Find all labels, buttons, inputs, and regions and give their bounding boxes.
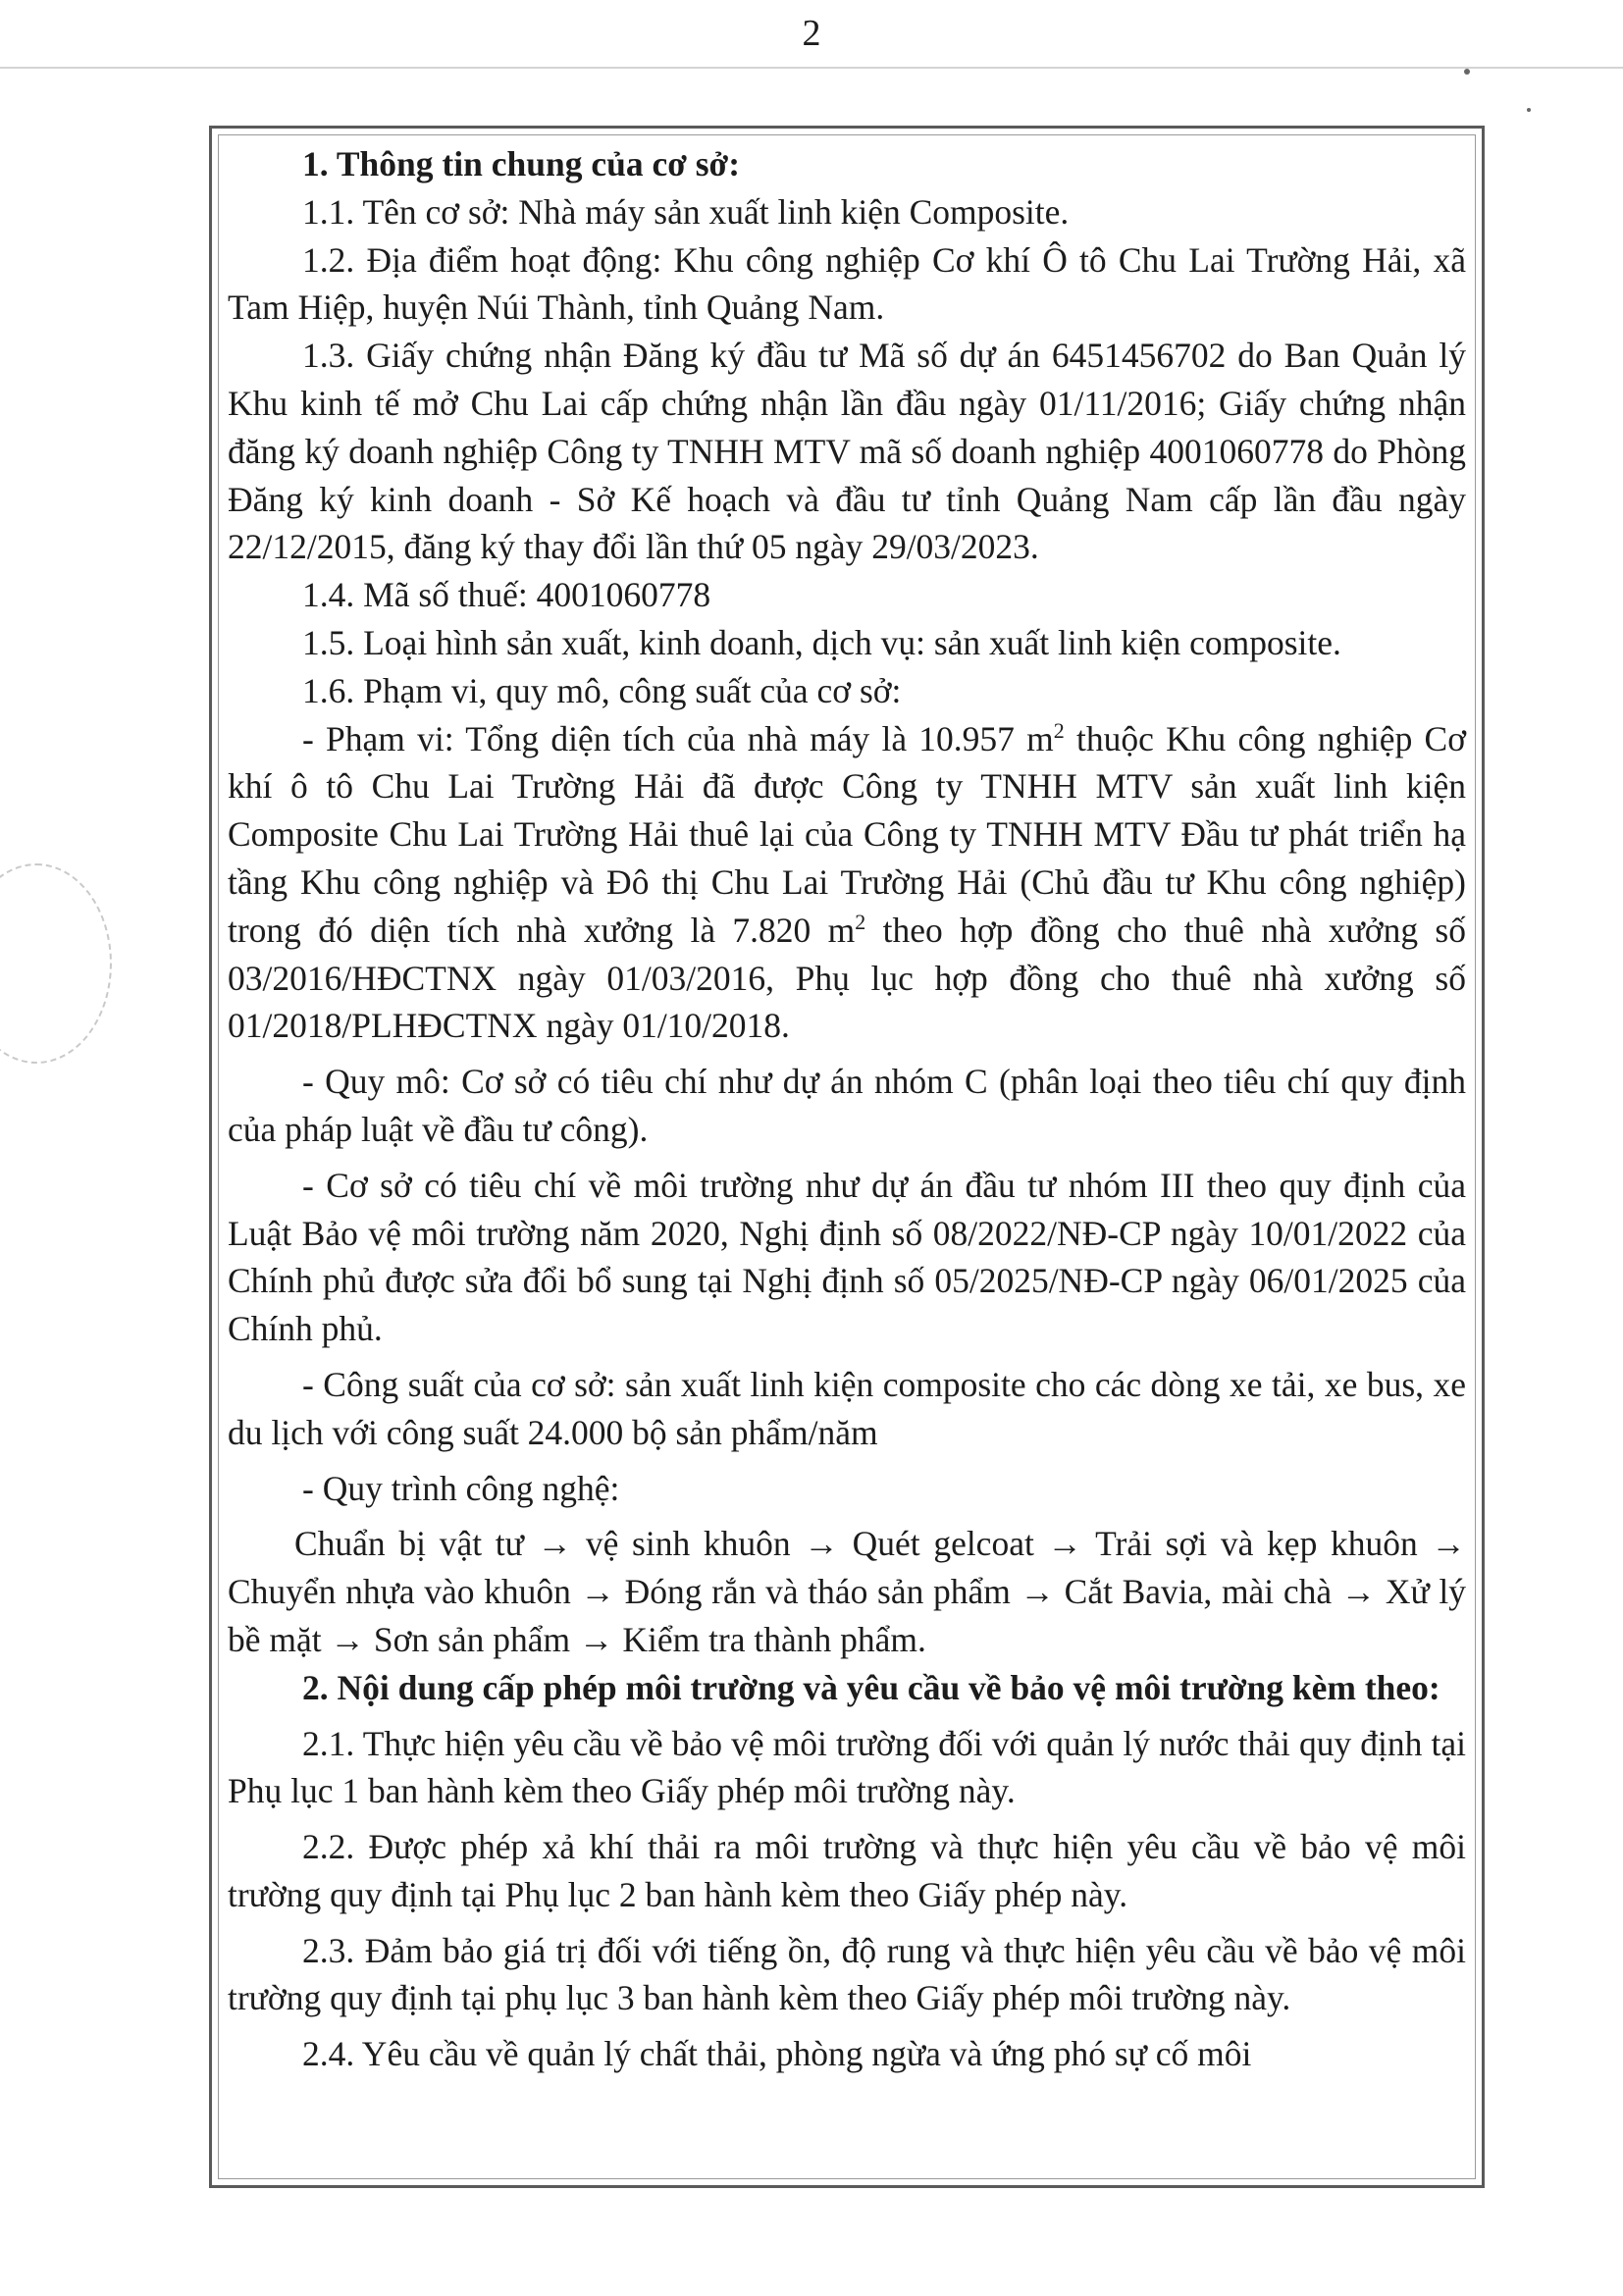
header-divider [0,67,1623,69]
superscript-2: 2 [855,909,866,934]
waste-management-requirement: 2.4. Yêu cầu về quản lý chất thải, phòng ngừa và ứng phó sự cố môi [302,2034,1252,2074]
investment-certificate: 1.3. Giấy chứng nhận Đăng ký đầu tư Mã số dự án 6451456702 do Ban Quản lý Khu kinh tế mở Chu Lai cấp chứng nhận lần đầu ngày 01/11/2016; Giấy chứng nhận đăng ký doanh nghiệp Công ty TNHH MTV mã số doanh nghiệp 4001060778 do Phòng Đăng ký kinh doanh - Sở Kế hoạch và đầu tư tỉnh Quảng Nam cấp lần đầu ngày 22/12/2015, đăng ký thay đổi lần thứ 05 ngày 29/03/2023. [228,336,1466,567]
scope-text-a: - Phạm vi: Tổng diện tích của nhà máy là 10.957 m [302,718,1054,758]
scan-speck [1464,69,1470,75]
business-type: 1.5. Loại hình sản xuất, kinh doanh, dịch vụ: sản xuất linh kiện composite. [302,622,1341,662]
wastewater-requirement: 2.1. Thực hiện yêu cầu về bảo vệ môi trường đối với quản lý nước thải quy định tại Phụ lục 1 ban hành kèm theo Giấy phép môi trường này. [228,1723,1466,1811]
environment-criteria: - Cơ sở có tiêu chí về môi trường như dự án đầu tư nhóm III theo quy định của Luật Bảo vệ môi trường năm 2020, Nghị định số 08/2022/NĐ-CP ngày 10/01/2022 của Chính phủ được sửa đổi bổ sung tại Nghị định số 05/2025/NĐ-CP ngày 06/01/2025 của Chính phủ. [228,1165,1466,1349]
section-1-heading: 1. Thông tin chung của cơ sở: [302,144,741,183]
facility-location: 1.2. Địa điểm hoạt động: Khu công nghiệp Cơ khí Ô tô Chu Lai Trường Hải, xã Tam Hiệp, huyện Núi Thành, tỉnh Quảng Nam. [228,239,1466,328]
scope-text-b: thuộc Khu công nghiệp Cơ khí ô tô Chu Lai Trường Hải đã được Công ty TNHH MTV sản xuất linh kiện Composite Chu Lai Trường Hải thuê lại của Công ty TNHH MTV Đầu tư phát triển hạ tầng Khu công nghiệp và Đô thị Chu Lai Trường Hải (Chủ đầu tư Khu công nghiệp) trong đó diện tích nhà xưởng là 7.820 m [228,718,1466,950]
facility-name: 1.1. Tên cơ sở: Nhà máy sản xuất linh kiện Composite. [302,191,1070,232]
scan-speck [1527,108,1531,112]
scope-paragraph [228,715,1466,1051]
document-body [228,140,1466,2078]
process-label: - Quy trình công nghệ: [302,1468,620,1508]
noise-requirement: 2.3. Đảm bảo giá trị đối với tiếng ồn, độ rung và thực hiện yêu cầu về bảo vệ môi trường quy định tại phụ lục 3 ban hành kèm theo Giấy phép môi trường này. [228,1930,1466,2018]
scale-paragraph: - Quy mô: Cơ sở có tiêu chí như dự án nhóm C (phân loại theo tiêu chí quy định của pháp luật về đầu tư công). [228,1062,1466,1149]
page-number: 2 [802,13,821,54]
emission-requirement: 2.2. Được phép xả khí thải ra môi trường và thực hiện yêu cầu về bảo vệ môi trường quy định tại Phụ lục 2 ban hành kèm theo Giấy phép này. [228,1827,1466,1914]
process-flow: Chuẩn bị vật tư → vệ sinh khuôn → Quét gelcoat → Trải sợi và kẹp khuôn → Chuyển nhựa vào khuôn → Đóng rắn và tháo sản phẩm → Cắt Bavia, mài chà → Xử lý bề mặt → Sơn sản phẩm → Kiểm tra thành phẩm. [228,1524,1466,1659]
scope-text-c: theo hợp đồng cho thuê nhà xưởng số 03/2016/HĐCTNX ngày 01/03/2016, Phụ lục hợp đồng cho thuê nhà xưởng số 01/2018/PLHĐCTNX ngày 01/10/2018. [228,910,1466,1046]
tax-code: 1.4. Mã số thuế: 4001060778 [302,575,711,615]
superscript-2: 2 [1053,717,1065,743]
capacity-paragraph: - Công suất của cơ sở: sản xuất linh kiện composite cho các dòng xe tải, xe bus, xe du lịch với công suất 24.000 bộ sản phẩm/năm [228,1364,1466,1452]
scope-heading: 1.6. Phạm vi, quy mô, công suất của cơ sở: [302,670,902,710]
section-2-heading: 2. Nội dung cấp phép môi trường và yêu cầu về bảo vệ môi trường kèm theo: [302,1667,1440,1707]
faded-stamp [0,863,112,1064]
